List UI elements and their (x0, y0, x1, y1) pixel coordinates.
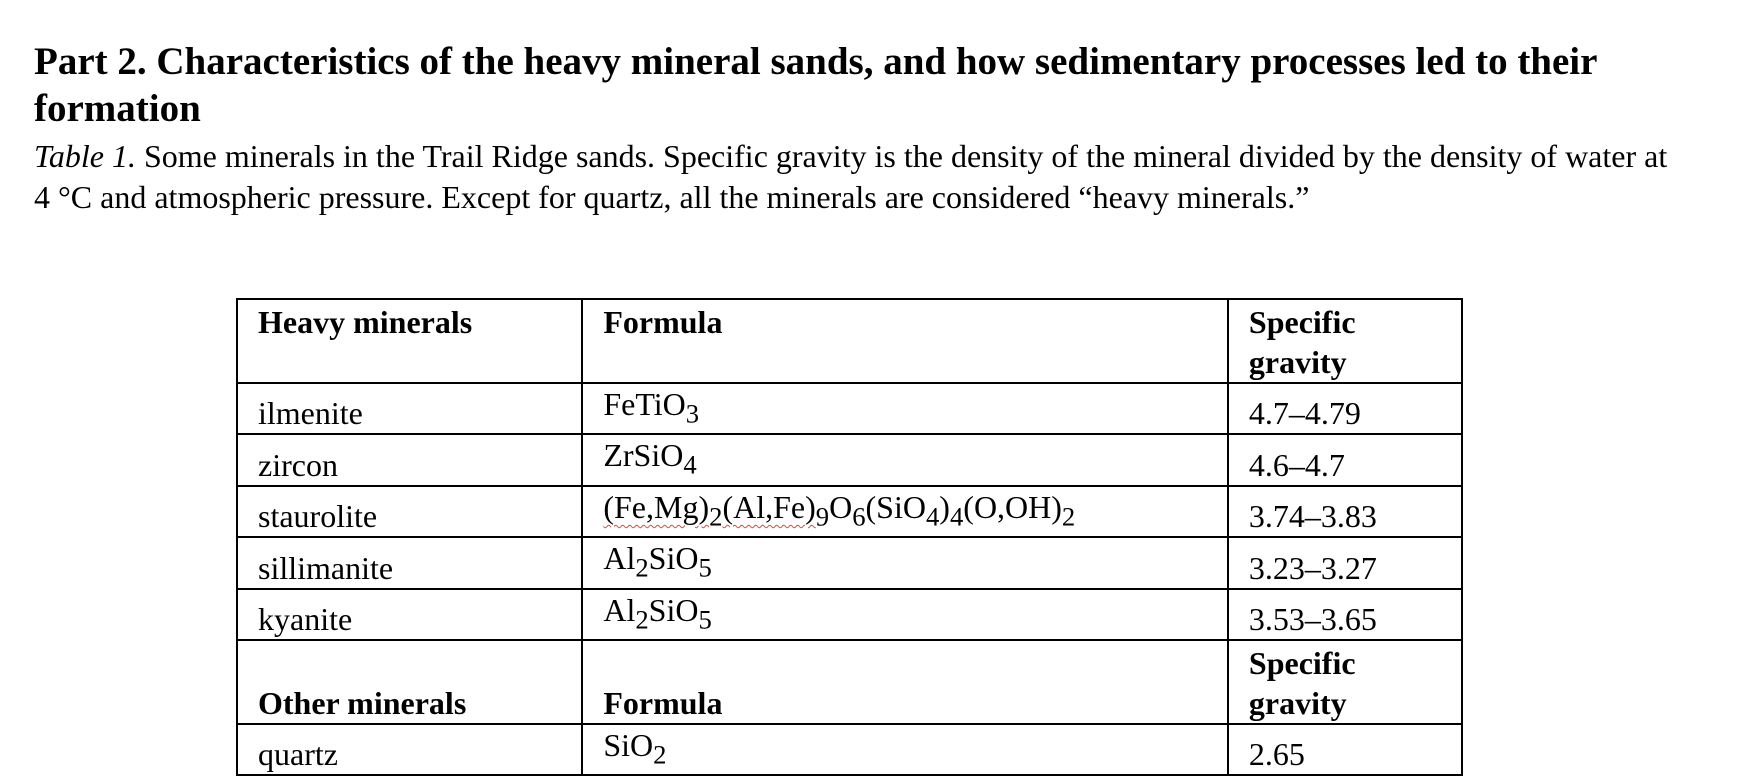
formula-text: SiO (648, 591, 699, 628)
table-row (237, 434, 1462, 485)
mineral-name: ilmenite (237, 383, 582, 434)
specific-gravity-header (1228, 299, 1462, 383)
formula-subscript: 2 (709, 501, 723, 532)
mineral-formula (582, 434, 1228, 485)
formula-text: Al (603, 591, 636, 628)
formula-subscript: 2 (635, 603, 649, 634)
mineral-formula (582, 486, 1228, 537)
minerals-table (236, 298, 1463, 776)
formula-text: O (829, 488, 853, 525)
specific-gravity-header-text: Specific gravity (1248, 644, 1356, 721)
formula-header: Formula (582, 640, 1228, 724)
mineral-formula (582, 383, 1228, 434)
table-row (237, 383, 1462, 434)
formula-subscript: 4 (949, 501, 964, 532)
formula-text: FeTiO (603, 386, 686, 422)
mineral-gravity: 3.74–3.83 (1228, 486, 1462, 537)
formula-header: Formula (582, 299, 1228, 383)
specific-gravity-header (1228, 640, 1462, 724)
mineral-name: quartz (237, 724, 582, 775)
mineral-formula (582, 724, 1228, 775)
table-caption-text: Some minerals in the Trail Ridge sands. Specific gravity is the density of the mineral divided by the density of water at 4 °C and atmospheric pressure. Except for quartz, all the minerals are considered “heavy minerals.” (34, 138, 1668, 215)
mineral-gravity: 2.65 (1228, 724, 1462, 775)
table-row (237, 486, 1462, 537)
table-row (237, 537, 1462, 588)
formula-subscript: 2 (1061, 501, 1076, 532)
formula-subscript: 2 (635, 552, 649, 583)
mineral-name: zircon (237, 434, 582, 485)
formula-subscript: 9 (815, 501, 830, 532)
formula-text: SiO (603, 726, 654, 763)
specific-gravity-header-text: Specific gravity (1248, 304, 1356, 380)
formula-text: (O,OH) (963, 488, 1062, 525)
heavy-minerals-header: Heavy minerals (237, 299, 582, 383)
other-minerals-header-row (237, 640, 1462, 724)
formula-subscript: 2 (653, 739, 667, 770)
formula-text: Al (603, 540, 636, 577)
formula-text: (SiO (865, 488, 926, 525)
formula-subscript: 4 (925, 501, 940, 532)
mineral-gravity: 4.6–4.7 (1228, 434, 1462, 485)
formula-text: (Fe,Mg) (603, 488, 710, 525)
formula-text: SiO (648, 540, 699, 577)
table-row (237, 589, 1462, 640)
mineral-name: staurolite (237, 486, 582, 537)
formula-text: (Al,Fe) (722, 488, 816, 525)
table-caption-label: Table 1. (34, 138, 136, 174)
mineral-formula (582, 589, 1228, 640)
formula-subscript: 5 (698, 603, 712, 634)
formula-subscript: 5 (698, 552, 712, 583)
formula-subscript: 6 (852, 501, 866, 532)
mineral-name: kyanite (237, 589, 582, 640)
formula-text: ) (939, 488, 950, 525)
mineral-formula (582, 537, 1228, 588)
heavy-minerals-header-row (237, 299, 1462, 383)
table-row (237, 724, 1462, 775)
other-minerals-header: Other minerals (237, 640, 582, 724)
section-heading: Part 2. Characteristics of the heavy mineral sands, and how sedimentary processes led to their formation (34, 40, 1597, 130)
formula-subscript: 4 (683, 449, 697, 480)
mineral-name: sillimanite (237, 537, 582, 588)
formula-subscript: 3 (685, 398, 700, 429)
mineral-gravity: 3.53–3.65 (1228, 589, 1462, 640)
mineral-gravity: 3.23–3.27 (1228, 537, 1462, 588)
mineral-gravity: 4.7–4.79 (1228, 383, 1462, 434)
formula-text: ZrSiO (603, 437, 684, 474)
table-caption (34, 136, 1674, 218)
